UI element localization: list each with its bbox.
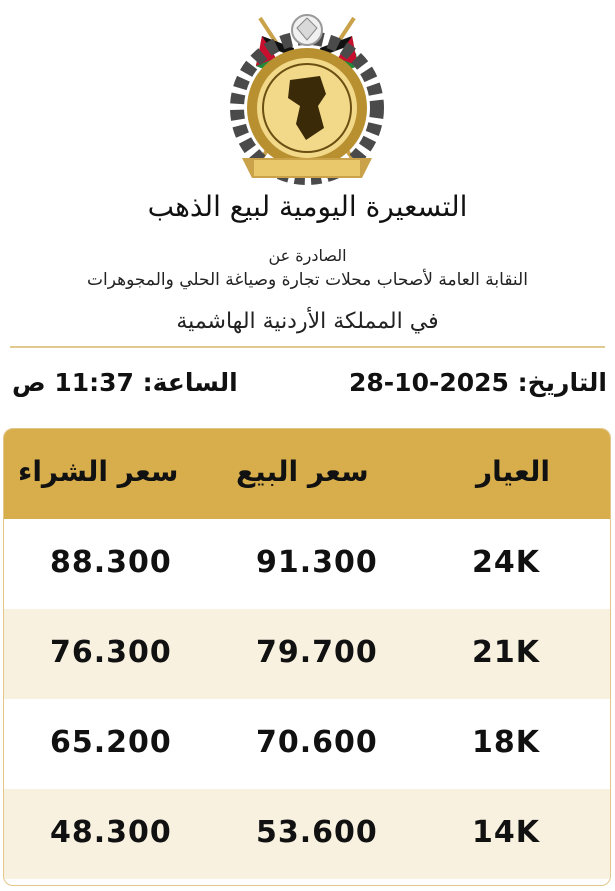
sell-price-cell: 91.300 [256, 545, 378, 580]
header-karat: العيار [476, 455, 550, 488]
date-info [349, 368, 607, 397]
buy-price-cell: 76.300 [50, 635, 172, 670]
page-title: التسعيرة اليومية لبيع الذهب [147, 190, 468, 223]
table-row [4, 789, 610, 879]
divider [10, 346, 605, 348]
sell-price-cell: 70.600 [256, 725, 378, 760]
karat-cell: 18K [472, 725, 540, 760]
header-sell-price: سعر البيع [236, 455, 369, 488]
sell-price-cell: 53.600 [256, 815, 378, 850]
table-header [4, 429, 610, 519]
sell-price-cell: 79.700 [256, 635, 378, 670]
syndicate-logo [222, 8, 392, 188]
karat-cell: 14K [472, 815, 540, 850]
issued-by-text: الصادرة عن [268, 246, 347, 265]
date-value: 28-10-2025 [349, 368, 509, 397]
kingdom-name: في المملكة الأردنية الهاشمية [176, 309, 439, 334]
table-row [4, 609, 610, 699]
karat-cell: 24K [472, 545, 540, 580]
date-label: التاريخ: [517, 368, 607, 397]
karat-cell: 21K [472, 635, 540, 670]
buy-price-cell: 88.300 [50, 545, 172, 580]
table-row [4, 699, 610, 789]
date-time-row [0, 368, 615, 408]
time-value: 11:37 ص [12, 368, 134, 397]
price-table [3, 428, 611, 886]
table-row [4, 519, 610, 609]
buy-price-cell: 65.200 [50, 725, 172, 760]
buy-price-cell: 48.300 [50, 815, 172, 850]
time-label: الساعة: [142, 368, 238, 397]
header-buy-price: سعر الشراء [18, 455, 179, 488]
time-info [12, 368, 238, 397]
syndicate-name: النقابة العامة لأصحاب محلات تجارة وصياغة الحلي والمجوهرات [87, 270, 528, 290]
